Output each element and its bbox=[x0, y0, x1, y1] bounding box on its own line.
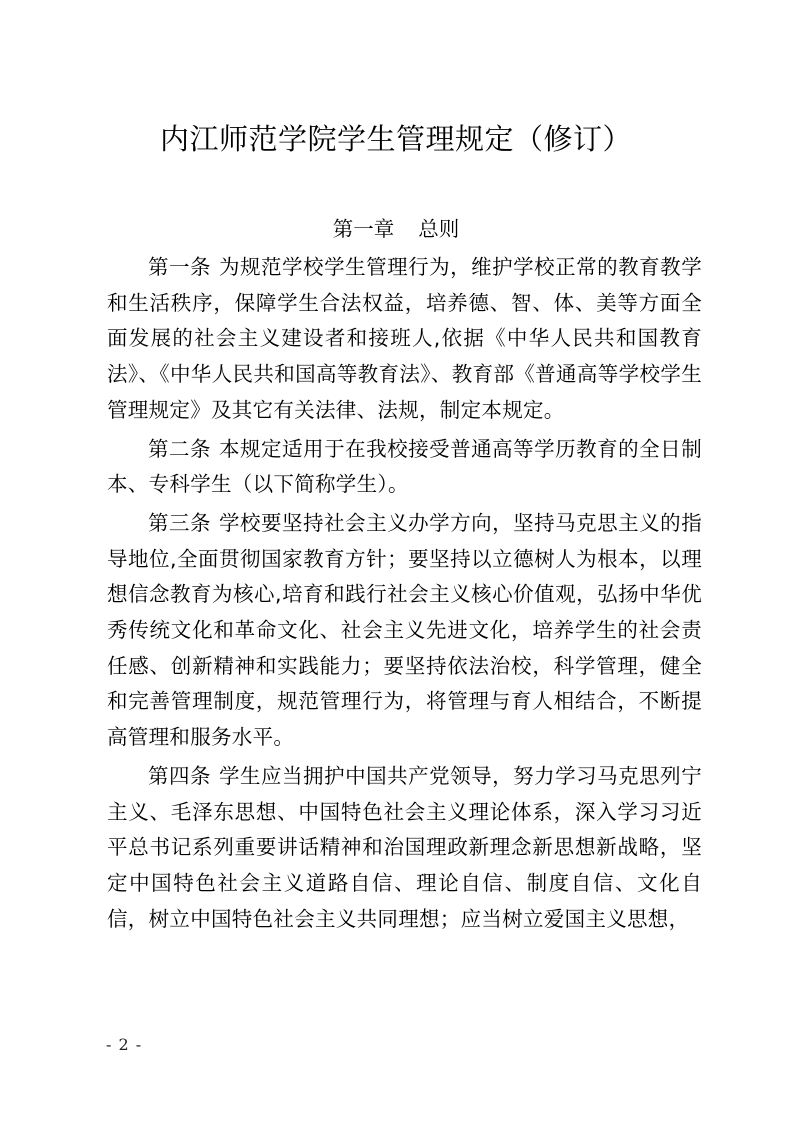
chapter-number: 第一章 bbox=[332, 217, 395, 241]
article-text: 学校要坚持社会主义办学方向，坚持马克思主义的指导地位,全面贯彻国家教育方针；要坚持以立德树人为根本，以理想信念教育为核心,培育和践行社会主义核心价值观，弘扬中华优秀传统文化和革命文化、社会主义先进文化，培养学生的社会责任感、创新精神和实践能力；要坚持依法治校，科学管理，健全和完善管理制度，规范管理行为，将管理与育人相结合，不断提高管理和服务水平。 bbox=[107, 510, 702, 750]
article-4 bbox=[107, 759, 702, 938]
article-text: 本规定适用于在我校接受普通高等学历教育的全日制本、专科学生（以下简称学生）。 bbox=[107, 436, 702, 497]
article-label: 第四条 bbox=[148, 763, 212, 788]
article-label: 第三条 bbox=[148, 510, 212, 535]
article-1 bbox=[107, 250, 702, 429]
article-label: 第二条 bbox=[148, 436, 212, 461]
article-text: 为规范学校学生管理行为，维护学校正常的教育教学和生活秩序，保障学生合法权益，培养德、智、体、美等方面全面发展的社会主义建设者和接班人,依据《中华人民共和国教育法》、《中华人民共和国高等教育法》、教育部《普通高等学校学生管理规定》及其它有关法律、法规，制定本规定。 bbox=[107, 255, 702, 422]
document-body bbox=[107, 250, 702, 940]
article-2 bbox=[107, 432, 702, 503]
chapter-name: 总则 bbox=[418, 217, 460, 241]
page-number: - 2 - bbox=[106, 1035, 143, 1054]
article-text: 学生应当拥护中国共产党领导，努力学习马克思列宁主义、毛泽东思想、中国特色社会主义理论体系，深入学习习近平总书记系列重要讲话精神和治国理政新理念新思想新战略，坚定中国特色社会主义道路自信、理论自信、制度自信、文化自信，树立中国特色社会主义共同理想；应当树立爱国主义思想， bbox=[107, 763, 702, 931]
chapter-heading bbox=[0, 212, 792, 246]
article-label: 第一条 bbox=[148, 255, 212, 279]
article-3 bbox=[107, 506, 702, 756]
document-title: 内江师范学院学生管理规定（修订） bbox=[159, 122, 632, 156]
